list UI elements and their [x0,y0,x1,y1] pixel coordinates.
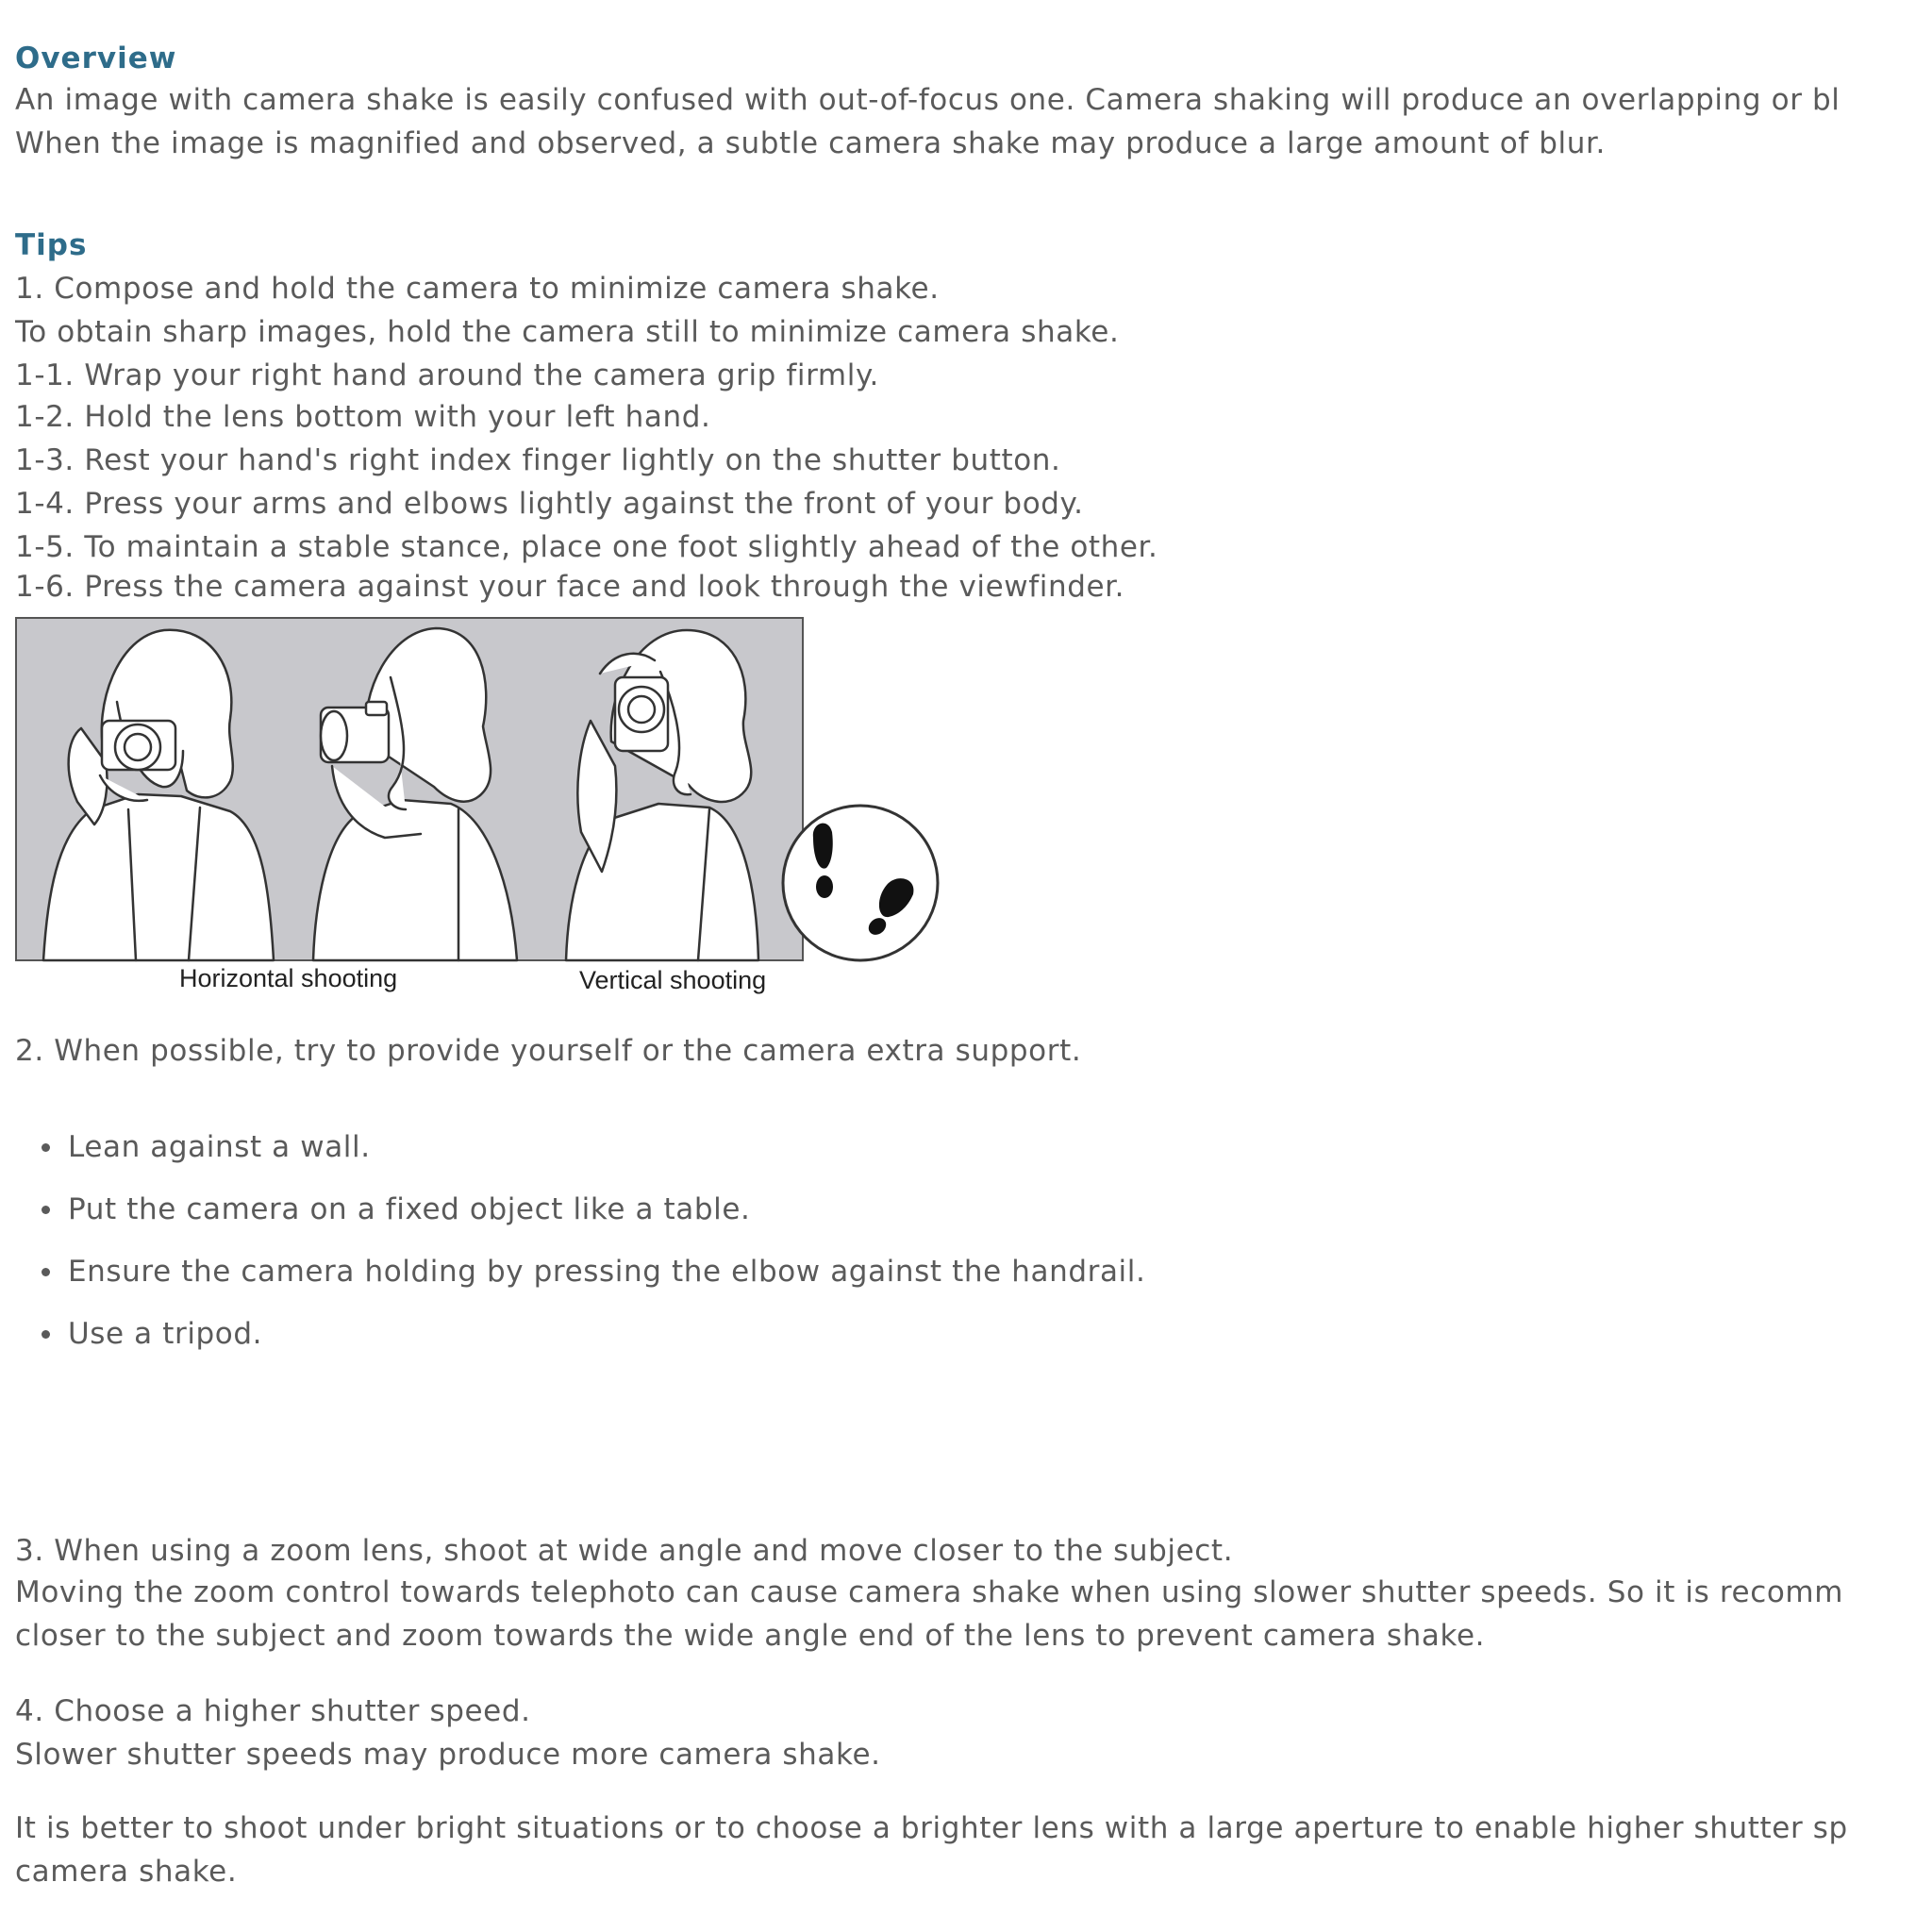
tip2-bullet-2 [68,1189,750,1230]
tip1-step-4: 1-4. Press your arms and elbows lightly against the front of your body. [15,487,1084,521]
tip1-step-1: 1-1. Wrap your right hand around the camera grip firmly. [15,358,879,392]
tip1-title: 1. Compose and hold the camera to minimize camera shake. [15,272,940,306]
tip1-step-2: 1-2. Hold the lens bottom with your left hand. [15,400,711,434]
overview-line-2: When the image is magnified and observed, a subtle camera shake may produce a large amount of blur. [15,126,1606,160]
caption-vertical-shooting: Vertical shooting [579,966,767,994]
tips-heading: Tips [15,228,88,262]
tip2-bullet-1-text: Lean against a wall. [68,1130,371,1164]
tip1-step-5: 1-5. To maintain a stable stance, place one foot slightly ahead of the other. [15,530,1158,564]
tip3-title: 3. When using a zoom lens, shoot at wide angle and move closer to the subject. [15,1534,1234,1568]
camera-holding-illustration [15,615,943,1002]
tip2-bullet-2-text: Put the camera on a fixed object like a table. [68,1192,751,1226]
tip2-bullet-3 [68,1251,1145,1292]
overview-line-1: An image with camera shake is easily confused with out-of-focus one. Camera shaking will produce an overlapping or bl [15,83,1840,117]
tip2-bullet-4-text: Use a tripod. [68,1317,263,1351]
tip2-bullet-4 [68,1313,262,1355]
tip4-line-1: Slower shutter speeds may produce more camera shake. [15,1738,881,1772]
tip4-line-2: It is better to shoot under bright situations or to choose a brighter lens with a large aperture to enable higher shutter sp [15,1811,1848,1845]
tip2-bullet-1 [68,1126,371,1168]
tip1-step-3: 1-3. Rest your hand's right index finger lightly on the shutter button. [15,443,1061,477]
tip3-line-1: Moving the zoom control towards telephoto can cause camera shake when using slower shutter speeds. So it is recomm [15,1575,1843,1609]
bullet-dot [42,1330,50,1339]
bullet-dot [42,1206,50,1214]
caption-horizontal-shooting: Horizontal shooting [179,964,398,992]
tip4-line-3: camera shake. [15,1855,238,1889]
holding-poses-drawing [15,615,943,1002]
overview-heading: Overview [15,42,177,75]
tip2-title: 2. When possible, try to provide yourself or the camera extra support. [15,1034,1082,1068]
bullet-dot [42,1268,50,1276]
tip2-bullet-3-text: Ensure the camera holding by pressing the elbow against the handrail. [68,1255,1146,1289]
tip3-line-2: closer to the subject and zoom towards the wide angle end of the lens to prevent camera shake. [15,1619,1486,1653]
tip1-intro: To obtain sharp images, hold the camera still to minimize camera shake. [15,315,1120,349]
tip4-title: 4. Choose a higher shutter speed. [15,1694,531,1728]
tip1-step-6: 1-6. Press the camera against your face and look through the viewfinder. [15,570,1125,604]
article [15,0,1932,1932]
bullet-dot [42,1143,50,1152]
